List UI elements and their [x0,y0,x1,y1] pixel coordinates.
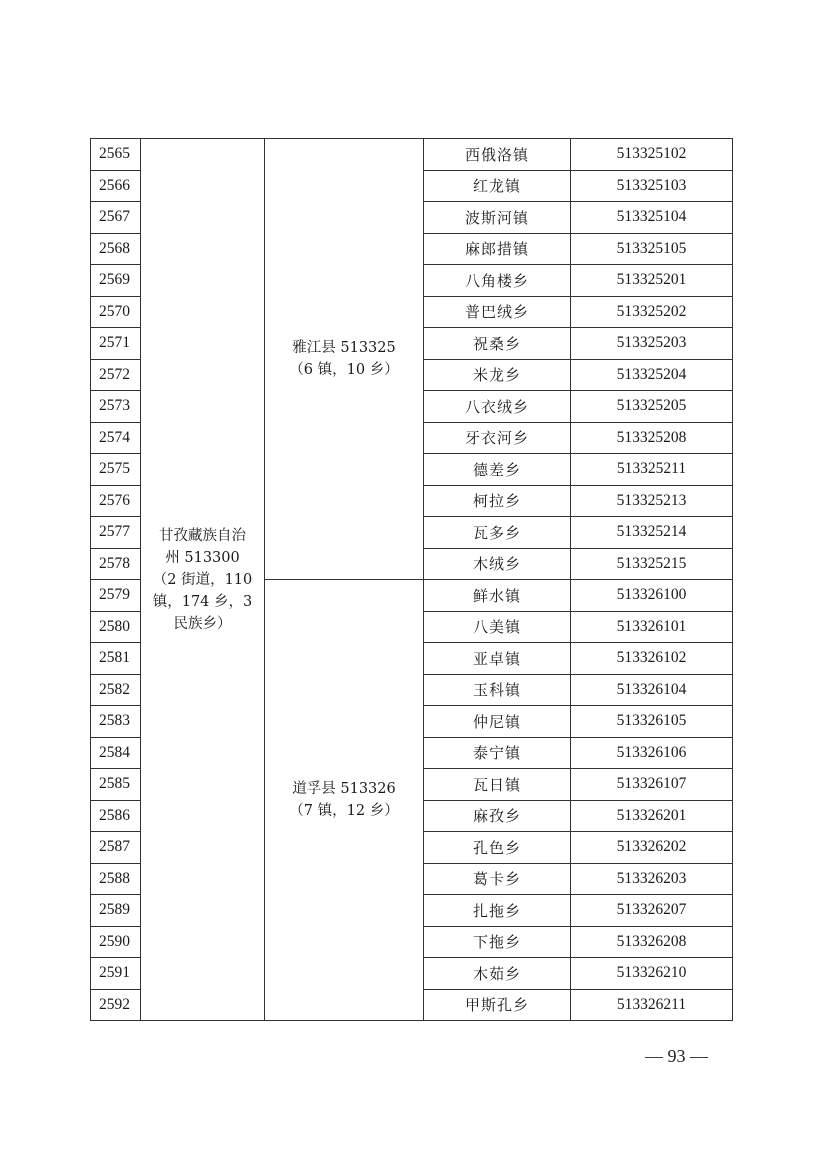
row-number: 2565 [91,139,141,171]
division-code: 513326208 [571,926,733,958]
table-body [91,139,733,1021]
division-code: 513325213 [571,485,733,517]
township-name: 泰宁镇 [424,737,571,769]
prefecture-cell [141,139,265,1021]
division-code: 513326101 [571,611,733,643]
township-name: 八衣绒乡 [424,391,571,423]
row-number: 2583 [91,706,141,738]
row-number: 2590 [91,926,141,958]
row-number: 2570 [91,296,141,328]
row-number: 2566 [91,170,141,202]
row-number: 2584 [91,737,141,769]
row-number: 2577 [91,517,141,549]
division-code: 513326207 [571,895,733,927]
township-name: 麻郎措镇 [424,233,571,265]
division-code: 513326102 [571,643,733,675]
township-name: 下拖乡 [424,926,571,958]
county-cell [265,139,424,580]
division-code: 513326104 [571,674,733,706]
township-name: 八美镇 [424,611,571,643]
division-code: 513325205 [571,391,733,423]
township-name: 麻孜乡 [424,800,571,832]
division-code: 513326106 [571,737,733,769]
township-name: 木绒乡 [424,548,571,580]
township-name: 亚卓镇 [424,643,571,675]
prefecture-line: 州 513300 [165,549,240,566]
row-number: 2585 [91,769,141,801]
township-name: 红龙镇 [424,170,571,202]
row-number: 2592 [91,989,141,1021]
division-code: 513325105 [571,233,733,265]
county-line: 道孚县 513326 [292,781,396,797]
township-name: 西俄洛镇 [424,139,571,171]
division-code: 513325104 [571,202,733,234]
division-code: 513325215 [571,548,733,580]
township-name: 木茹乡 [424,958,571,990]
row-number: 2569 [91,265,141,297]
township-name: 柯拉乡 [424,485,571,517]
division-code: 513325203 [571,328,733,360]
division-code: 513326202 [571,832,733,864]
row-number: 2568 [91,233,141,265]
township-name: 甲斯孔乡 [424,989,571,1021]
division-code: 513326210 [571,958,733,990]
township-name: 祝桑乡 [424,328,571,360]
division-code: 513325214 [571,517,733,549]
row-number: 2581 [91,643,141,675]
row-number: 2573 [91,391,141,423]
row-number: 2572 [91,359,141,391]
township-name: 瓦日镇 [424,769,571,801]
row-number: 2574 [91,422,141,454]
township-name: 孔色乡 [424,832,571,864]
row-number: 2575 [91,454,141,486]
row-number: 2586 [91,800,141,832]
county-cell [265,580,424,1021]
row-number: 2589 [91,895,141,927]
row-number: 2580 [91,611,141,643]
prefecture-line: 民族乡） [173,615,232,632]
row-number: 2591 [91,958,141,990]
division-code: 513325204 [571,359,733,391]
county-line: （7 镇，12 乡） [289,803,399,819]
township-name: 德差乡 [424,454,571,486]
township-name: 瓦多乡 [424,517,571,549]
division-code: 513325202 [571,296,733,328]
division-code: 513326203 [571,863,733,895]
row-number: 2571 [91,328,141,360]
prefecture-line: （2 街道，110 [152,571,253,588]
division-code: 513326211 [571,989,733,1021]
division-code: 513326100 [571,580,733,612]
prefecture-line: 镇，174 乡，3 [152,593,253,610]
division-code: 513325211 [571,454,733,486]
division-code: 513326107 [571,769,733,801]
township-name: 鲜水镇 [424,580,571,612]
township-name: 葛卡乡 [424,863,571,895]
admin-division-table [90,138,733,1021]
township-name: 波斯河镇 [424,202,571,234]
division-code: 513325208 [571,422,733,454]
county-line: 雅江县 513325 [292,340,396,356]
division-code: 513326201 [571,800,733,832]
table-row [91,139,733,171]
row-number: 2588 [91,863,141,895]
division-code: 513325201 [571,265,733,297]
row-number: 2579 [91,580,141,612]
row-number: 2582 [91,674,141,706]
row-number: 2567 [91,202,141,234]
division-code: 513325102 [571,139,733,171]
township-name: 玉科镇 [424,674,571,706]
page-number: — 93 — [645,1046,708,1066]
township-name: 八角楼乡 [424,265,571,297]
township-name: 仲尼镇 [424,706,571,738]
township-name: 米龙乡 [424,359,571,391]
county-line: （6 镇，10 乡） [289,362,399,378]
prefecture-line: 甘孜藏族自治 [159,527,246,544]
row-number: 2576 [91,485,141,517]
division-code: 513326105 [571,706,733,738]
township-name: 普巴绒乡 [424,296,571,328]
division-code: 513325103 [571,170,733,202]
township-name: 扎拖乡 [424,895,571,927]
row-number: 2578 [91,548,141,580]
row-number: 2587 [91,832,141,864]
township-name: 牙衣河乡 [424,422,571,454]
